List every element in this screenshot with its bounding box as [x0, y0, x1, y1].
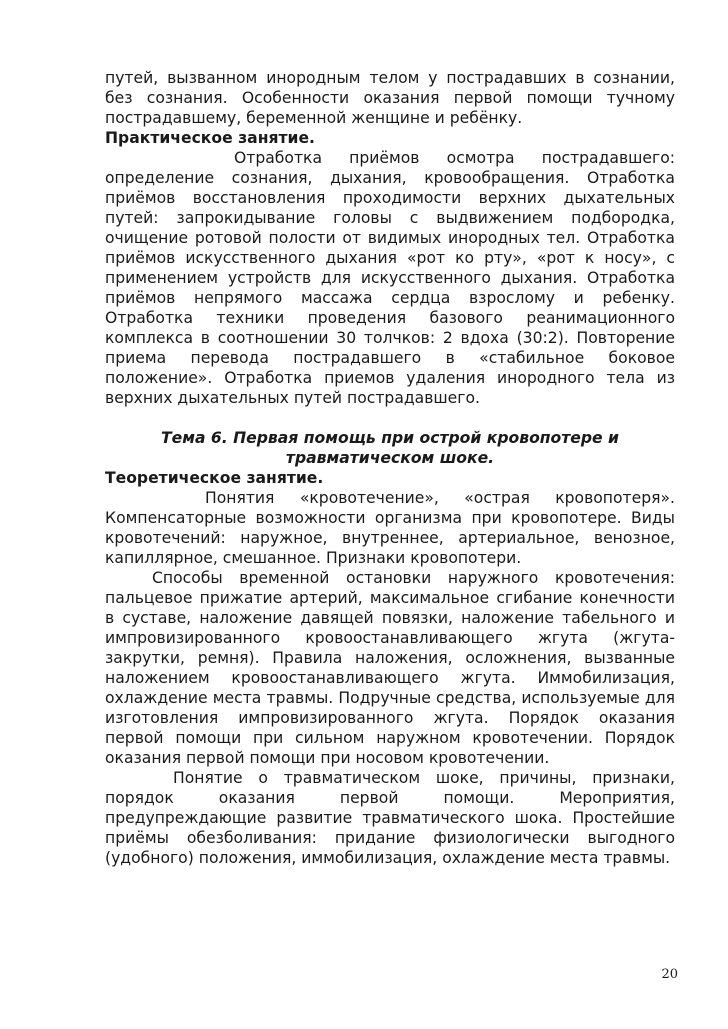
topic-title-line1: Тема 6. Первая помощь при острой кровопотере и	[161, 429, 619, 447]
theory-paragraph-3: Понятие о травматическом шоке, причины, признаки, порядок оказания первой помощи. Мероприятия, предупреждающие развитие травматического шока. Простейшие приёмы обезболивания: придание физиологически выгодного (удобного) положения, иммобилизация, охлаждение места травмы.	[105, 769, 675, 867]
theory-paragraph-2: Способы временной остановки наружного кровотечения: пальцевое прижатие артерий, максимальное сгибание конечности в суставе, наложение давящей повязки, наложение табельного и импровизированного кровоостанавливающего жгута (жгута-закрутки, ремня). Правила наложения, осложнения, вызванные наложением кровоостанавливающего жгута. Иммобилизация, охлаждение места травмы. Подручные средства, используемые для изготовления импровизированного жгута. Порядок оказания первой помощи при сильном наружном кровотечении. Порядок оказания первой помощи при носовом кровотечении.	[105, 569, 675, 767]
practical-heading: Практическое занятие.	[105, 129, 315, 147]
intro-paragraph: путей, вызванном инородным телом у пострадавших в сознании, без сознания. Особенности оказания первой помощи тучному пострадавшему, беременной женщине и ребёнку.	[105, 69, 675, 127]
page-number: 20	[661, 967, 678, 982]
theoretical-heading: Теоретическое занятие.	[105, 469, 324, 487]
practical-paragraph: Отработка приёмов осмотра пострадавшего: определение сознания, дыхания, кровообращения. Отработка приёмов восстановления проходимости верхних дыхательных путей: запрокидывание головы с выдвижением подбородка, очищение ротовой полости от видимых инородных тел. Отработка приёмов искусственного дыхания «рот ко рту», «рот к носу», с применением устройств для искусственного дыхания. Отработка приёмов непрямого массажа сердца взрослому и ребенку. Отработка техники проведения базового реанимационного комплекса в соотношении 30 толчков: 2 вдоха (30:2). Повторение приема перевода пострадавшего в «стабильное боковое положение». Отработка приемов удаления инородного тела из верхних дыхательных путей пострадавшего.	[105, 149, 675, 407]
theory-paragraph-1: Понятия «кровотечение», «острая кровопотеря». Компенсаторные возможности организма при кровопотере. Виды кровотечений: наружное, внутреннее, артериальное, венозное, капиллярное, смешанное. Признаки кровопотери.	[105, 489, 675, 567]
topic-title	[105, 428, 675, 468]
topic-title-line2: травматическом шоке.	[285, 449, 495, 467]
page-text	[105, 68, 675, 868]
